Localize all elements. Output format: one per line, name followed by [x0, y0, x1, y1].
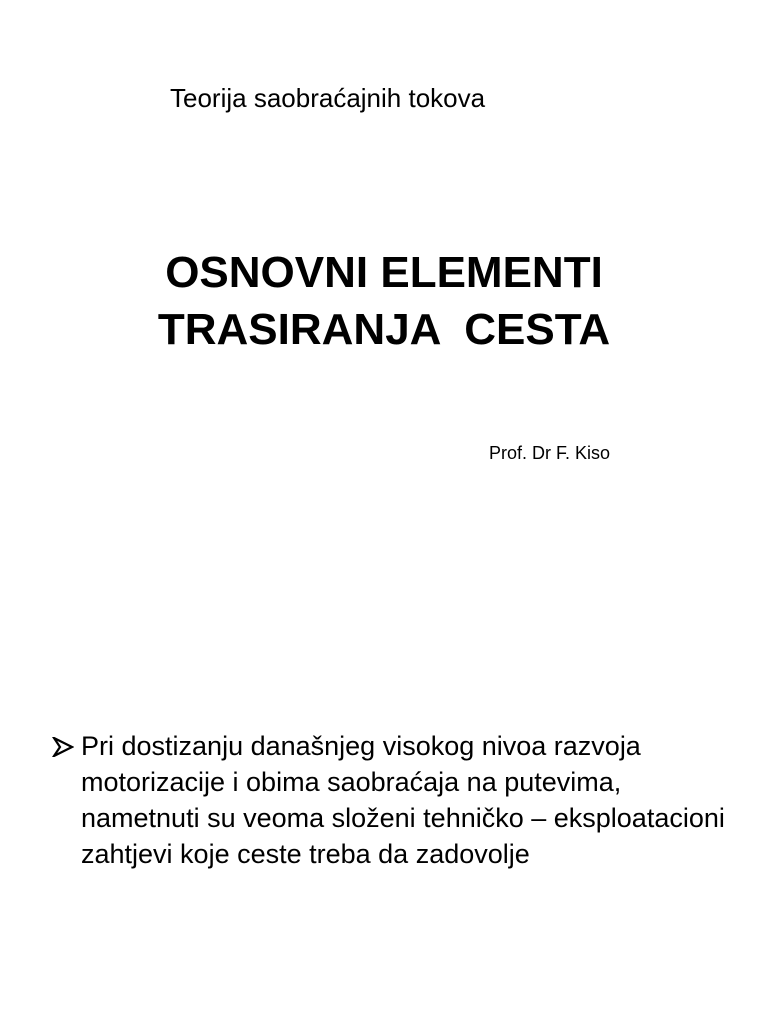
slide-title-line-2: TRASIRANJA CESTA [157, 305, 611, 354]
arrowhead-bullet-icon [50, 728, 78, 764]
slide-title-line-1: OSNOVNI ELEMENTI [165, 248, 603, 297]
course-subtitle: Teorija saobraćajnih tokova [170, 83, 486, 113]
bullet-item [50, 728, 750, 872]
bullet-text: Pri dostizanju današnjeg visokog nivoa razvoja motorizacije i obima saobraćaja na putevima, nametnuti su veoma složeni tehničko – eksploatacioni zahtjevi koje ceste treba da zadovolje [81, 731, 725, 869]
slide-title [104, 244, 664, 358]
author-name: Prof. Dr F. Kiso [489, 443, 611, 463]
